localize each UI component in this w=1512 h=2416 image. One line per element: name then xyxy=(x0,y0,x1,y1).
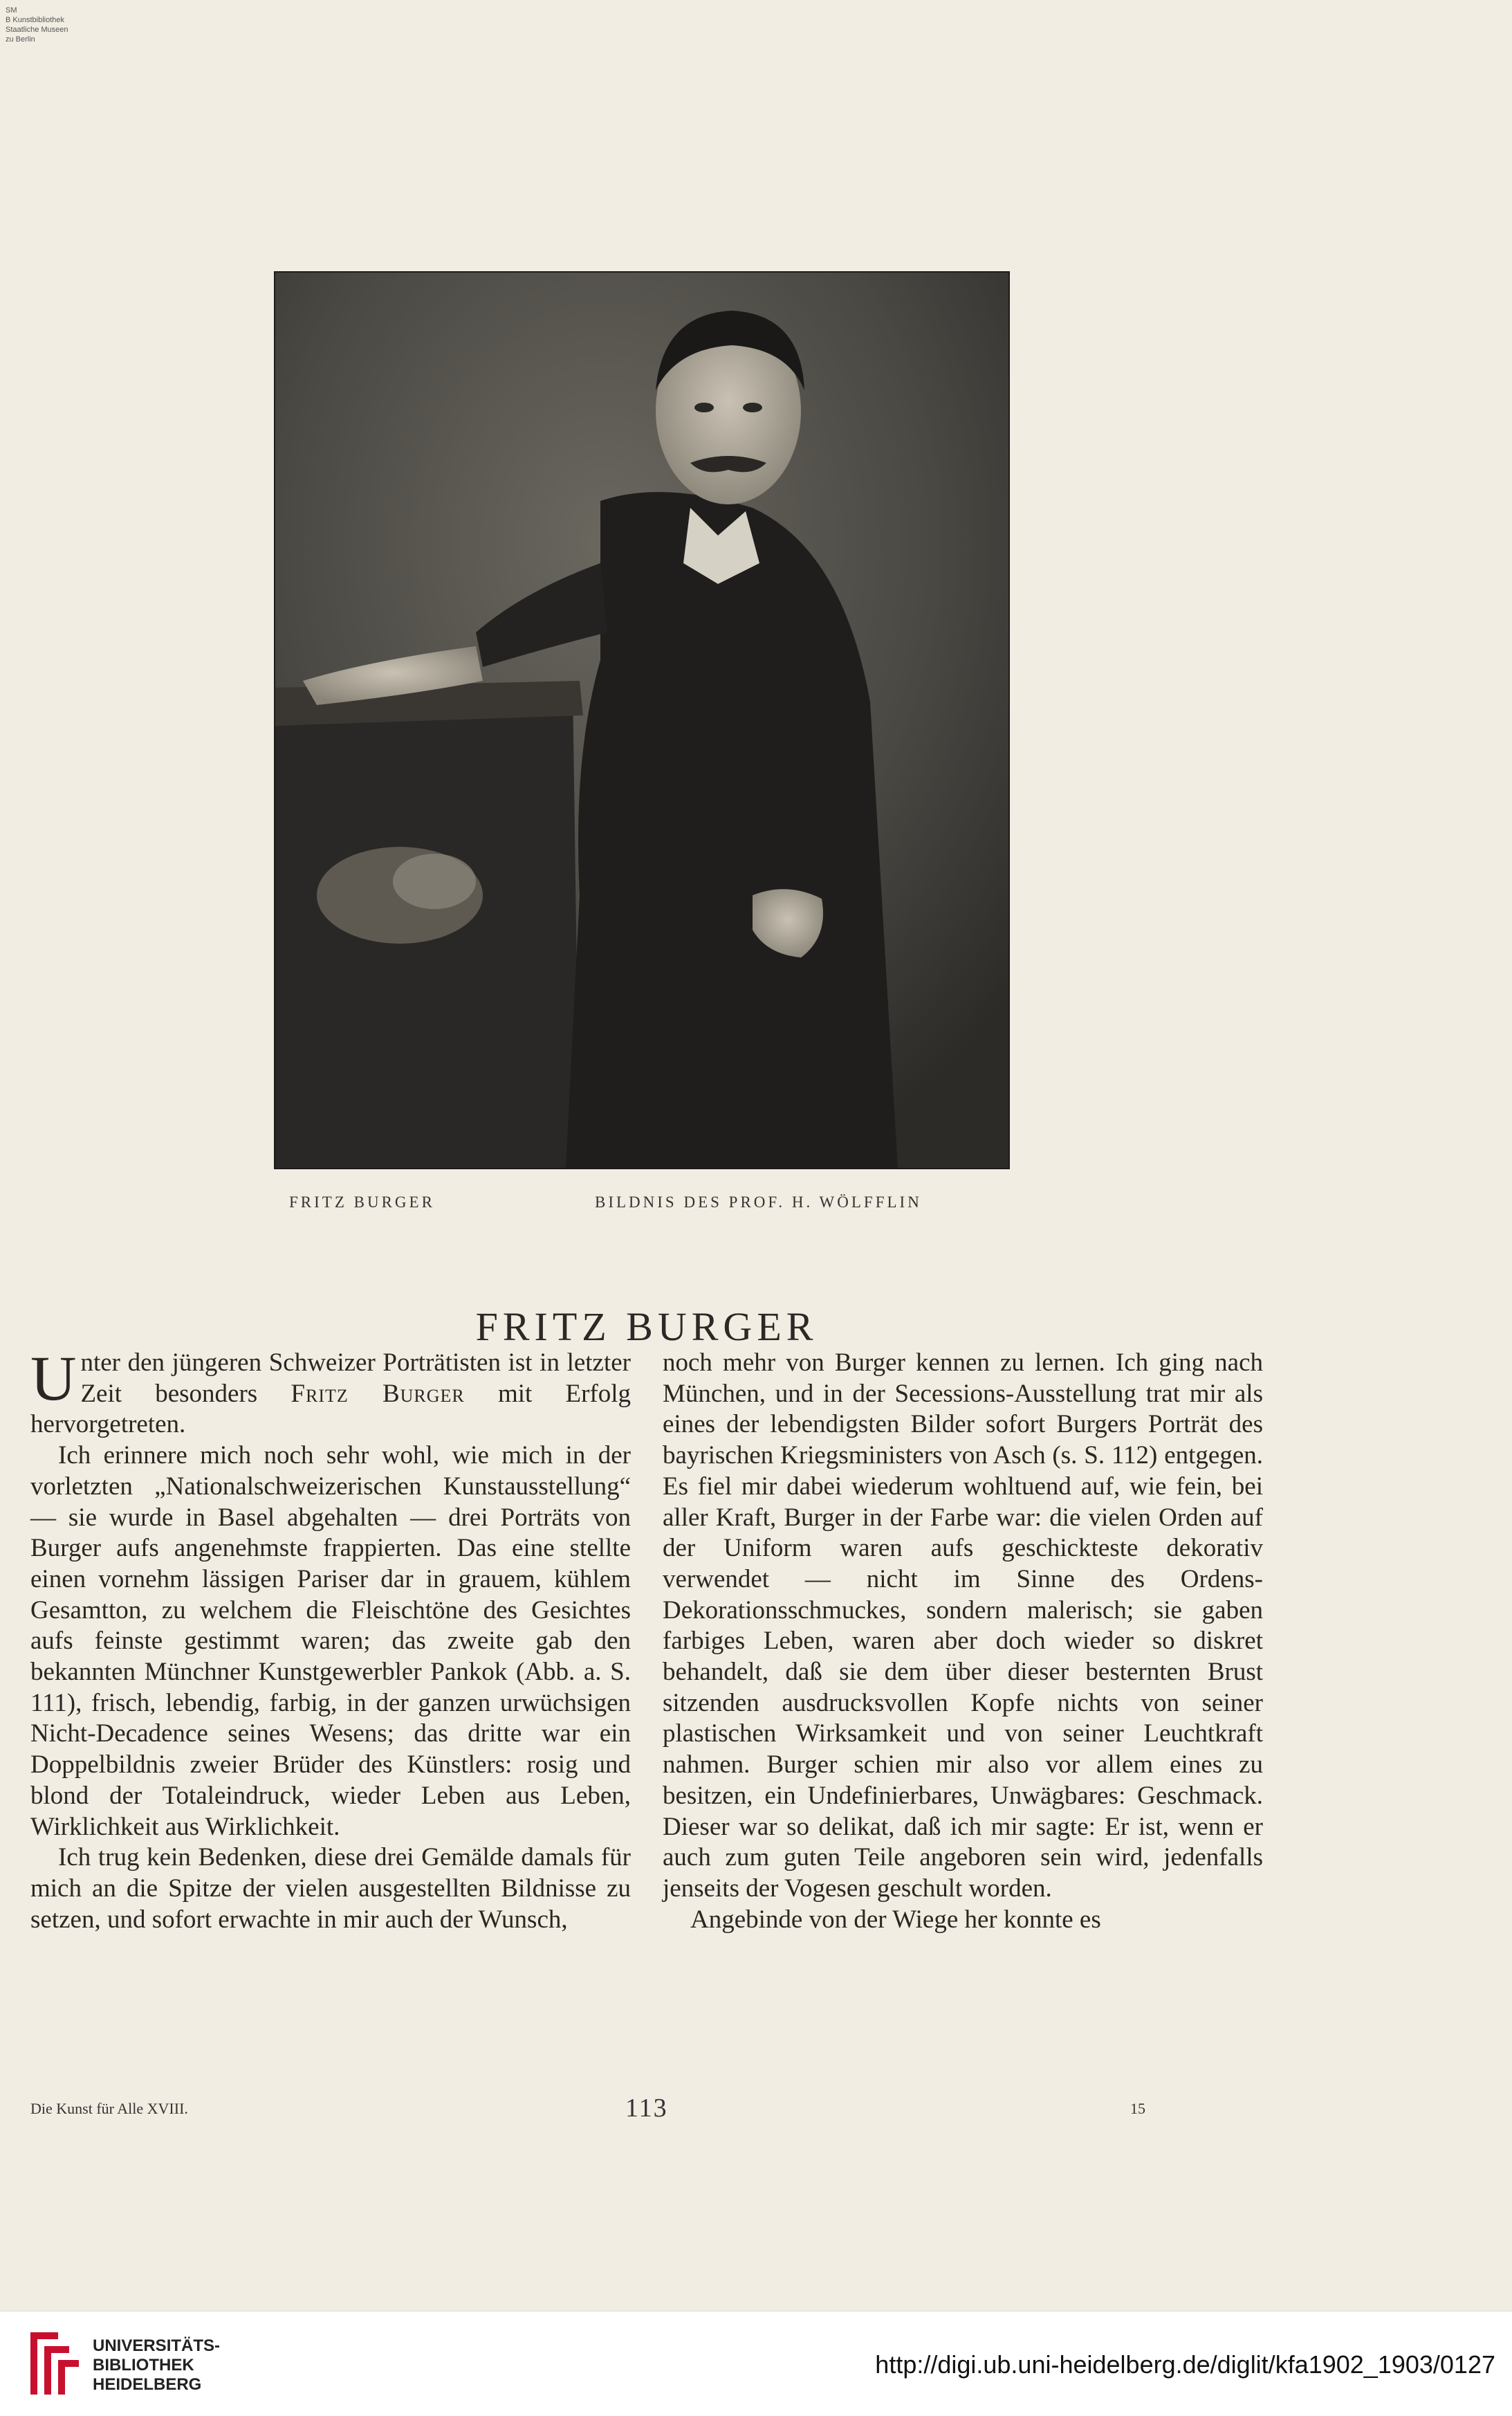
article-title: FRITZ BURGER xyxy=(475,1303,818,1349)
signature-mark: 15 xyxy=(1130,2100,1145,2117)
artist-name: Fritz Burger xyxy=(291,1379,465,1408)
portrait-image xyxy=(275,273,1008,1168)
figure-caption-artist: FRITZ BURGER xyxy=(289,1193,435,1211)
figure-caption-title: BILDNIS DES PROF. H. WÖLFFLIN xyxy=(595,1193,922,1211)
text-column-left xyxy=(30,1343,631,1935)
stamp-line: zu Berlin xyxy=(6,35,35,44)
stamp-line: Staatliche Museen xyxy=(6,26,68,34)
library-name-line: BIBLIOTHEK xyxy=(93,2356,194,2374)
paragraph: Ich trug kein Bedenken, diese drei Gemälde damals für mich an die Spitze der vielen ausgestellten Bildnisse zu setzen, und sofort erwachte in mir auch der Wunsch, xyxy=(30,1843,631,1934)
stamp-line: B Kunstbibliothek xyxy=(6,16,64,24)
paragraph: Ich erinnere mich noch sehr wohl, wie mich in der vorletzten „Nationalschweizerischen Kunstausstellung“ — sie wurde in Basel abgehalten — drei Porträts von Burger aufs angenehmste frappierten. Das eine stellte einen vornehm lässigen Pariser dar in grauem, kühlem Gesamtton, zu welchem die Fleischtöne des Gesichtes aufs feinste gestimmt waren; das zweite gab den bekannten Münchner Kunstgewerbler Pankok (Abb. a. S. 111), frisch, lebendig, farbig, in der ganzen urwüchsigen Nicht-Decadence seines Wesens; das dritte war ein Doppelbildnis zweier Brüder des Künstlers: rosig und blond der Totaleindruck, wieder Leben aus Leben, Wirklichkeit aus Wirklichkeit. xyxy=(30,1441,631,1841)
paragraph-text: nter den jüngeren Schweizer Porträtisten ist in letzter Zeit besonders xyxy=(80,1348,631,1408)
page-number: 113 xyxy=(625,2094,668,2123)
library-name-line: UNIVERSITÄTS- xyxy=(93,2336,221,2355)
dropcap: U xyxy=(30,1343,77,1413)
journal-footer: Die Kunst für Alle XVIII. xyxy=(30,2100,188,2117)
library-stamp xyxy=(6,6,89,44)
paragraph: noch mehr von Burger kennen zu lernen. Ich ging nach München, und in der Secessions-Ausstellung trat mir als eines der lebendigsten Bilder sofort Burgers Porträt des bayrischen Kriegsministers von Asch (s. S. 112) entgegen. Es fiel mir dabei wiederum wohltuend auf, wie fein, bei aller Kraft, Burger in der Farbe war: die vielen Orden auf der Uniform waren aufs geschickteste dekorativ verwendet — nicht im Sinne des Ordens-Dekorationsschmuckes, sondern malerisch; sie gaben farbiges Leben, waren aber doch wieder so diskret behandelt, daß sie dem über dieser besternten Brust sitzenden ausdrucksvollen Kopfe nichts von seiner plastischen Wirksamkeit und von seiner Leuchtkraft nahmen. Burger schien mir also vor allem eines zu besitzen, ein Undefinierbares, Unwägbares: Geschmack. Dieser war so delikat, daß ich mir sagte: Er ist, wenn er auch zum guten Teile angeboren sein wird, jedenfalls jenseits der Vogesen geschult worden. xyxy=(663,1348,1263,1903)
text-column-right xyxy=(663,1348,1263,1935)
permalink-url[interactable]: http://digi.ub.uni-heidelberg.de/diglit/kfa1902_1903/0127 xyxy=(875,2350,1495,2379)
portrait-painting xyxy=(274,271,1010,1169)
library-name xyxy=(93,2336,220,2395)
library-name-line: HEIDELBERG xyxy=(93,2375,202,2394)
heidelberg-library-logo-icon xyxy=(17,2325,83,2401)
paragraph-text: mit Erfolg hervorgetreten. xyxy=(30,1379,631,1439)
paragraph xyxy=(30,1343,631,1440)
stamp-line: SM xyxy=(6,6,17,15)
library-bar xyxy=(0,2311,1512,2416)
paragraph: Angebinde von der Wiege her konnte es xyxy=(690,1905,1101,1934)
